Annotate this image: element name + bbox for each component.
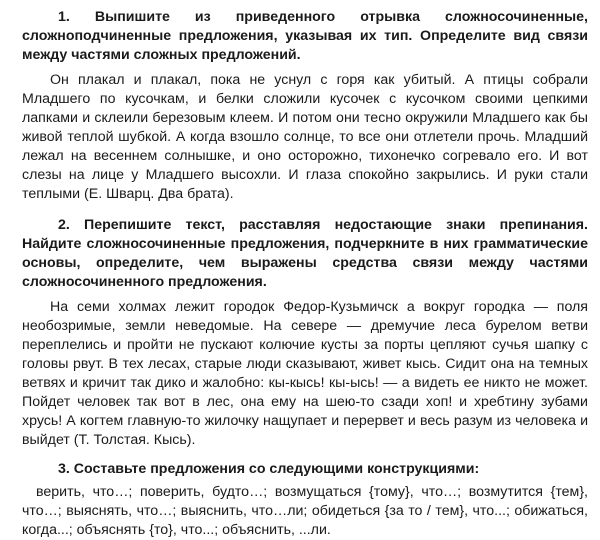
task-3-text: верить, что…; поверить, будто…; возмущаться {тому}, что…; возмутится {тем}, что…; выяснять, что…; выяснить, что…ли; обидеться {за то / тем}, что...; обижаться, когда...; объяснять {то}, что...; объяснить, ...ли. [22, 484, 588, 538]
task-2-number: 2. [58, 217, 70, 233]
task-1-heading [22, 8, 588, 65]
task-2 [22, 216, 588, 450]
task-1-number: 1. [58, 9, 70, 25]
task-1-heading-text: Выпишите из приведенного отрывка сложносочиненные, сложноподчиненные предложения, указывая их тип. Определите вид связи между частями сложных предложений. [22, 9, 588, 63]
task-3-heading-text: Составьте предложения со следующими конструкциями: [73, 461, 480, 477]
task-3-number: 3. [58, 461, 70, 477]
task-3-heading [22, 460, 588, 479]
task-3 [22, 460, 588, 540]
task-2-heading-text: Перепишите текст, расставляя недостающие знаки препинания. Найдите сложносочиненные предложения, подчеркните в них грамматические основы, определите, чем выражены средства связи между частями сложносочиненного предложения. [22, 217, 588, 290]
task-1 [22, 8, 588, 204]
task-2-text: На семи холмах лежит городок Федор-Кузьмичск а вокруг городка — поля необозримые, земли неведомые. На севере — дремучие леса бурелом ветви переплелись и пройти не пускают колючие кусты за порты цепляют сучья шапку с головы рвут. В тех лесах, старые люди сказывают, живет кысь. Сидит она на темных ветвях и кричит так дико и жалобно: кы-кысь! кы-ысь! — а видеть ее никто не может. Пойдет человек так вот в лес, она ему на шею-то сзади хоп! и хребтину зубами хрусь! А когтем главную-то жилочку нащупает и перервет и весь разум из человека и выйдет (Т. Толстая. Кысь). [22, 299, 588, 448]
task-2-heading [22, 216, 588, 292]
task-1-text: Он плакал и плакал, пока не уснул с горя как убитый. А птицы собрали Младшего по кусочкам, и белки сложили кусочек с кусочком своими цепкими лапками и склеили березовым клеем. И потом они тесно окружили Младшего как бы живой теплой шубкой. А когда взошло солнце, то все они отлетели прочь. Младший лежал на весеннем солнышке, и оно осторожно, тихонечко согревало его. И вот слезы на лице у Младшего высохли. И глаза спокойно закрылись. И руки стали теплыми (Е. Шварц. Два брата). [22, 72, 588, 202]
